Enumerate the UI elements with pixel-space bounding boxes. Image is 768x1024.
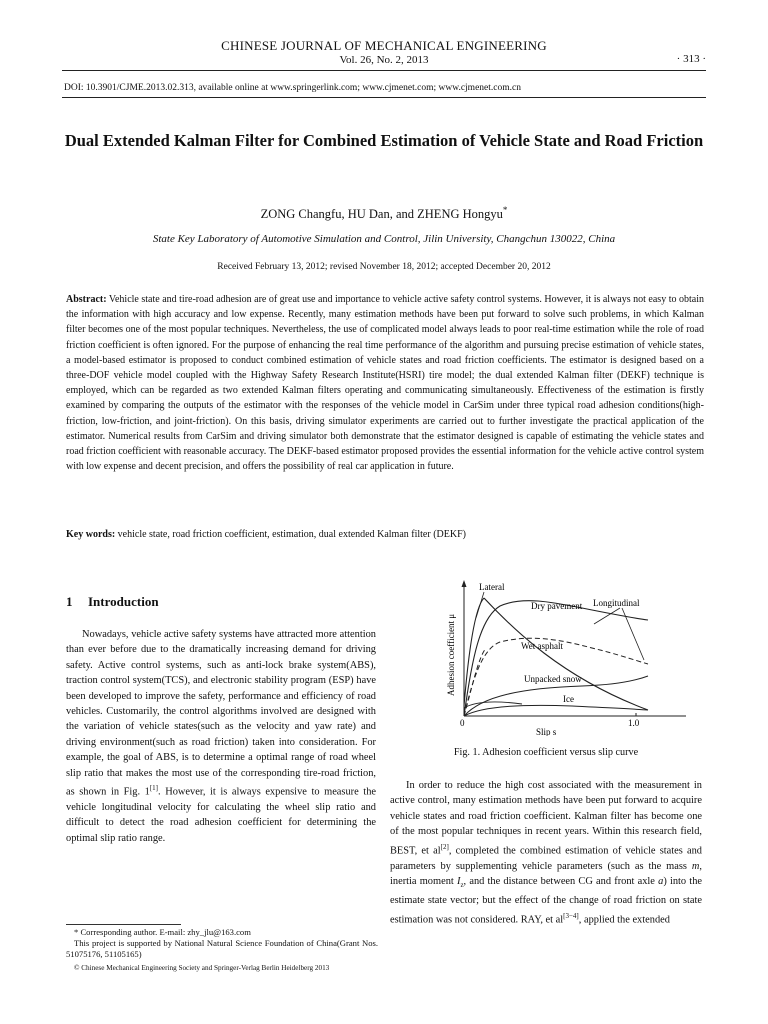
text-run: Nowadays, vehicle active safety systems have attracted more attention than ever before due to the dramatically increasing demand for driving safety. Active control systems, such as anti-lock brake system(ABS), traction control system(TCS), and electronic stability program (ESP) have been developed to improve the safety, performance and efficiency of road vehicles. Customarily, the control algorithms involved are designed with the variation of vehicle states(such as the velocity and yaw rate) and driving environment(such as road friction) taken into consideration. For example, the goal of ABS, is to determine a optimal range of road wheel slip ratio that makes the most use of the corresponding tire-road friction, as shown in Fig. 1 [66,629,376,798]
intro-paragraph-2 [390,778,702,928]
label-lateral: Lateral [479,582,505,592]
x-tick-label-1: 1.0 [628,718,640,728]
affiliation: State Key Laboratory of Automotive Simulation and Control, Jilin University, Changchun 130022, China [152,233,616,245]
section-heading [66,594,159,610]
label-unpacked-snow: Unpacked snow [524,674,582,684]
column-right-body [390,778,702,928]
column-left-body [66,627,376,846]
footnote-copyright: © Chinese Mechanical Engineering Society and Springer-Verlag Berlin Heidelberg 2013 [74,964,330,972]
footnote-corresponding: * Corresponding author. E-mail: zhy_jlu@163.com [74,927,251,937]
symbol-inertia-sub: z [460,880,464,889]
paper-title: Dual Extended Kalman Filter for Combined Estimation of Vehicle State and Road Friction [64,131,704,150]
leader-longitudinal-1 [594,608,620,624]
text-run: , inertia moment [390,860,702,887]
leader-lateral [476,592,484,618]
curve-dry-lateral [464,598,484,706]
text-run: , completed the combined estimation of vehicle states and parameters by supplementing vehicle parameters (such as the mass [390,845,703,872]
curve-ice [464,705,648,716]
text-run: ) into the estimate state vector; but the effect of the change of road friction on state estimation was not considered. RAY, et al [390,875,702,926]
leader-longitudinal-2 [622,608,644,660]
adhesion-slip-figure [412,578,702,736]
curve-wet-lateral [464,648,486,716]
corresponding-mark: * [502,205,508,215]
doi-rule [62,97,706,98]
journal-name: CHINESE JOURNAL OF MECHANICAL ENGINEERING [221,38,547,53]
keywords [66,529,704,540]
curve-ice-lateral [464,702,522,708]
abstract-label: Abstract: [66,294,107,305]
label-longitudinal: Longitudinal [593,598,640,608]
abstract-text: Vehicle state and tire-road adhesion are of great use and importance to vehicle active safety control systems. However, it is always not easy to obtain the information with high accuracy and low expense. Recently, many estimation methods have been put forward to solve such problems, in which Kalman filter becomes one of the most popular techniques. Nevertheless, the use of complicated model always leads to poor real-time estimation while the role of road friction coefficient is often ignored. For the purpose of enhancing the real time performance of the algorithm and pursuing precise estimation of vehicle states, a model-based estimator is proposed to conduct combined estimation of vehicle states and road friction coefficients. The estimator is designed based on a three-DOF vehicle model coupled with the Highway Safety Research Institute(HSRI) tire model; the dual extended Kalman filter (DEKF) technique is employed, which can be regarded as two extended Kalman filters operating and communicating simultaneously. Effectiveness of the estimation is firstly examined by comparing the outputs of the estimator with the responses of the vehicle model in CarSim under three typical road adhesion conditions(high-friction, low-friction, and joint-friction). On this basis, driving simulator experiments are carried out to further investigate the practical application of the estimator. Numerical results from CarSim and driving simulator both demonstrate that the estimator designed is capable of estimating the vehicle states and road friction coefficient with reasonable accuracy. The DEKF-based estimator proposed provides the essential information for the vehicle active control system with low expense and decent precision, and offers the possibility of real car application in future. [66,294,704,473]
text-run: , and the distance between CG and front axle [463,875,659,887]
symbol-inertia: I [456,875,461,887]
x-tick-label-0: 0 [460,718,465,728]
keywords-text: vehicle state, road friction coefficient, estimation, dual extended Kalman filter (DEKF) [115,529,466,540]
label-dry-pavement: Dry pavement [531,601,583,611]
footnotes [66,927,378,974]
figure-caption: Fig. 1. Adhesion coefficient versus slip curve [453,747,639,758]
label-ice: Ice [563,694,574,704]
symbol-mass: m [691,860,700,872]
section-number: 1 [66,594,73,609]
received-dates: Received February 13, 2012; revised November 18, 2012; accepted December 20, 2012 [217,262,551,272]
text-run: . However, it is always expensive to measure the vehicle longitudinal velocity for calculating the wheel slip ratio and difficult to detect the road adhesion coefficient for determining the optimal slip ratio range. [66,786,376,844]
symbol-distance: a [658,875,664,887]
text-run: In order to reduce the high cost associated with the measurement in active control, many estimation methods have been put forward to acquire vehicle states and road friction coefficient. Kalman filter has become one of the most popular techniques in recent years. Within this research field, BEST, et al [390,780,702,857]
doi-line: DOI: 10.3901/CJME.2013.02.313, available online at www.springerlink.com; www.cjmenet.com; www.cjmenet.com.cn [64,83,521,93]
label-wet-asphalt: Wet asphalt [521,641,564,651]
abstract [66,292,704,474]
section-title: Introduction [88,594,159,609]
author-names: ZONG Changfu, HU Dan, and ZHENG Hongyu [260,207,503,222]
y-axis-arrow [462,580,467,587]
x-axis-label: Slip s [536,727,557,736]
header-rule [62,70,706,71]
citation-1[interactable]: [1] [149,784,159,793]
intro-paragraph-1 [66,627,376,846]
journal-volume: Vol. 26, No. 2, 2013 [339,54,429,66]
text-run: , applied the extended [578,914,670,926]
page-number: · 313 · [676,53,706,65]
y-axis-label: Adhesion coefficient μ [446,613,456,696]
citation-3-4[interactable]: [3−4] [563,911,579,920]
footnote-funding: This project is supported by National Natural Science Foundation of China(Grant Nos. 51075176, 51105165) [66,938,378,959]
citation-2[interactable]: [2] [440,842,449,851]
footnote-rule [66,924,181,925]
keywords-label: Key words: [66,529,116,540]
author-list [0,205,768,222]
